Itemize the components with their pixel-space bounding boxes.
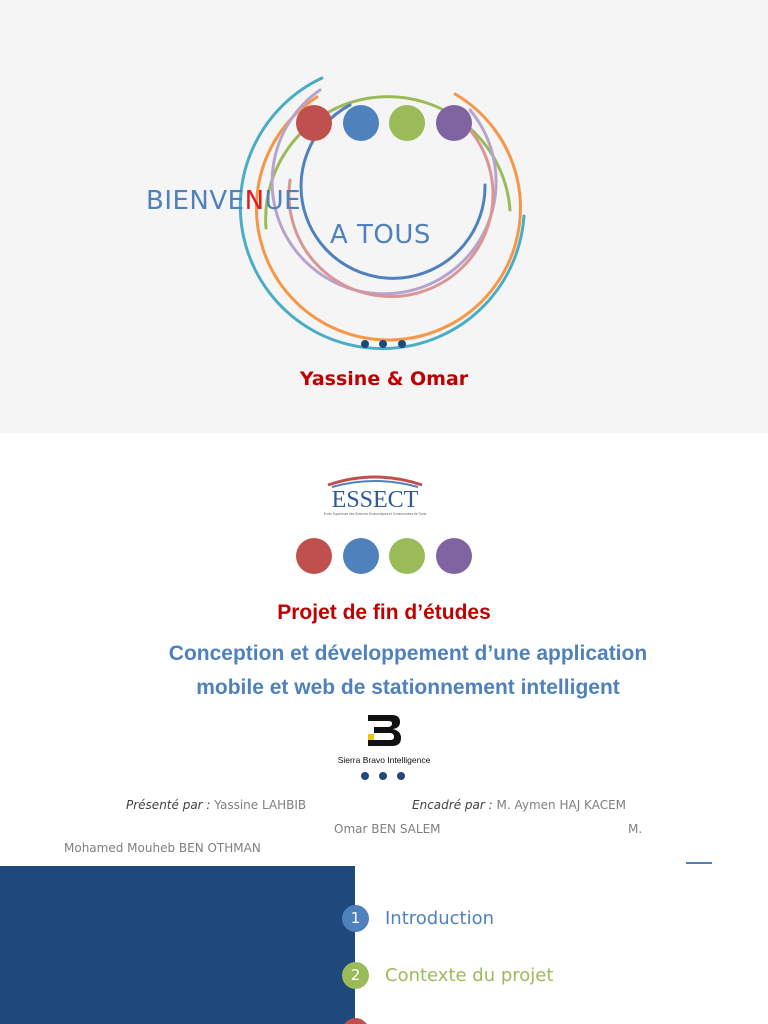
agenda-slide xyxy=(0,866,768,1024)
title-slide xyxy=(0,433,768,866)
blank-area xyxy=(668,797,768,863)
highlight-letter: N xyxy=(244,186,265,216)
supervisor-1-line: Encadré par : M. Aymen HAJ KACEM xyxy=(412,798,627,812)
essect-tagline: École Supérieure des Sciences Économiques et Commerciales de Tunis xyxy=(323,512,427,516)
accent-line xyxy=(686,862,712,864)
toc-number-1: 1 xyxy=(342,905,369,932)
welcome-slide xyxy=(0,0,768,433)
color-dots-row xyxy=(296,105,472,141)
toc-item-contexte: Contexte du projet xyxy=(385,965,554,986)
welcome-line-1: BIENVENUE xyxy=(146,186,302,216)
authors-names: Yassine & Omar xyxy=(299,368,469,390)
color-dots-row-2 xyxy=(290,533,480,579)
project-subtitle: Conception et développement d’une application mobile et web de stationnement intelligent xyxy=(168,642,648,699)
welcome-line-2: A TOUS xyxy=(330,220,431,250)
presenter-1-line: Présenté par : Yassine LAHBIB xyxy=(126,798,307,812)
red-dot xyxy=(296,105,332,141)
ellipsis-dots-2 xyxy=(355,769,411,783)
essect-logo-text: ESSECT xyxy=(331,487,419,513)
green-dot xyxy=(389,105,425,141)
supervisor-2: Mohamed Mouheb BEN OTHMAN xyxy=(64,841,261,855)
presenter-2: Omar BEN SALEM xyxy=(334,822,441,836)
project-title: Projet de fin d’études xyxy=(277,601,491,624)
blue-dot xyxy=(343,105,379,141)
essect-logo xyxy=(320,471,430,523)
supervisor-2-prefix: M. xyxy=(628,822,643,836)
purple-dot xyxy=(436,105,472,141)
ellipsis-dots xyxy=(361,340,406,348)
toc-item-introduction: Introduction xyxy=(385,908,495,929)
agenda-side-panel xyxy=(0,866,355,1024)
toc-number-2: 2 xyxy=(342,962,369,989)
partner-name: Sierra Bravo Intelligence xyxy=(337,755,431,765)
